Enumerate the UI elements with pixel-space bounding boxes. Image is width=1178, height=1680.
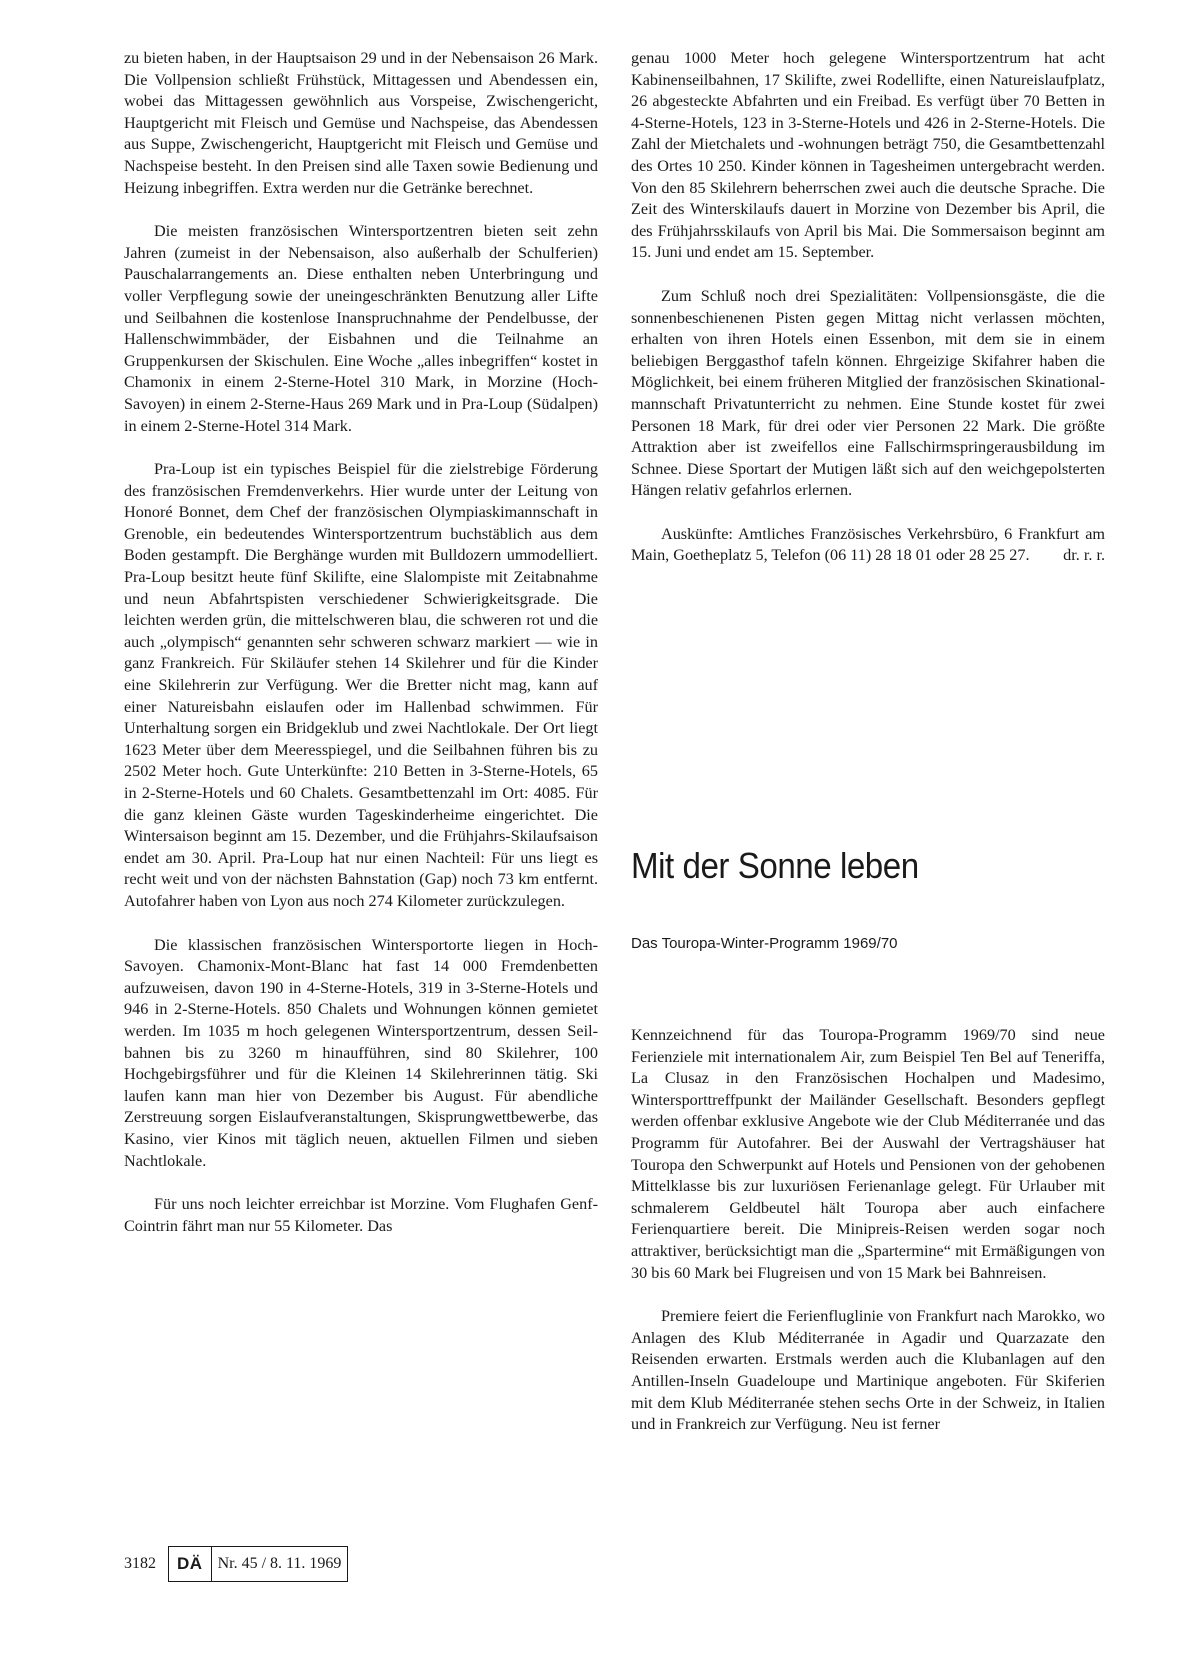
paragraph-chamonix: Die klassischen französischen Wintersportorte liegen in Hoch-Savoyen. Chamonix-Mont-Blanc hat fast 14 000 Fremdenbetten aufzuweisen, davon 190 in 4-Sterne-Hotels, 319 in 3-Sterne-Hotels und 946 in 2-Sterne-Hotels. 850 Chalets und Wohnungen können gemietet werden. Im 1035 m hoch gelegenen Wintersportzentrum, dessen Seilbahnen bis zu 3260 m hinaufführen, sind 80 Skilehrer, 100 Hochgebirgsführer und für die Kleinen 14 Skilehrerinnen tätig. Ski laufen kann man hier von Dezember bis August. Für abendliche Zerstreuung sorgen Eislaufveranstaltungen, Skisprungwettbewerbe, das Kasino, vier Kinos mit täglich neuen, aktuellen Filmen und sieben Nachtlokale. — [124, 935, 598, 1170]
paragraph-morzine-continued: genau 1000 Meter hoch gelegene Wintersportzentrum hat acht Kabinenseilbahnen, 17 Skilifte, zwei Rodellifte, einen Natureislaufplatz, 26 abgesteckte Abfahrten und ein Freibad. Es verfügt über 70 Betten in 4-Sterne-Hotels, 123 in 3-Sterne-Hotels und 426 in 2-Sterne-Hotels. Die Zahl der Mietchalets und -wohnungen beträgt 750, die Gesamtbettenzahl des Ortes 10 250. Kinder können in Tagesheimen untergebracht werden. Von den 85 Skilehrern beherrschen zwei auch die deutsche Sprache. Die Zeit des Winterskilaufs dauert in Morzine von Dezember bis April, die des Frühjahrsskilaufs von April bis Mai. Die Sommersaison beginnt am 15. Juni und endet am 15. September. — [631, 49, 1105, 262]
left-column — [124, 48, 598, 1237]
right-column — [631, 48, 1105, 567]
paragraph-half-board-prices: zu bieten haben, in der Hauptsaison 29 und in der Nebensaison 26 Mark. Die Vollpension schließt Frühstück, Mittagessen und Abendessen ein, wobei das Mittagessen gewöhnlich aus Vorspeise, Zwischengericht, Hauptgericht mit Fleisch und Gemüse und Nachspeise, das Abendessen aus Suppe, Zwischengericht, Hauptgericht mit Fleisch und Gemüse und Nachspeise besteht. In den Preisen sind alle Taxen sowie Bedienung und Heizung inbegriffen. Extra werden nur die Getränke berechnet. — [124, 49, 598, 197]
journal-logo: DÄ — [169, 1547, 212, 1581]
article-headline: Mit der Sonne leben — [631, 845, 919, 886]
paragraph-morzine-start: Für uns noch leichter erreichbar ist Morzine. Vom Flughafen Genf-Cointrin fährt man nur 55 Kilometer. Das — [124, 1195, 598, 1235]
paragraph-pra-loup: Pra-Loup ist ein typisches Beispiel für die zielstrebige Förderung des französischen Fremdenverkehrs. Hier wurde unter der Leitung von Honoré Bonnet, dem Chef der französischen Olympiaskimannschaft in Grenoble, ein bedeutendes Wintersportzentrum buchstäblich aus dem Boden gestampft. Die Berghänge wurden mit Bulldozern ummodelliert. Pra-Loup besitzt heute fünf Skilifte, eine Slalompiste mit Zeitabnahme und neun Abfahrtspisten verschiedener Schwierigkeitsgrade. Die leichten werden grün, die mittelschweren blau, die schweren rot und die auch „olympisch“ genannten sehr schweren schwarz markiert — wie in ganz Frankreich. Für Skiläufer stehen 14 Skilehrer und für die Kinder eine Skilehrerin zur Verfügung. Wer die Bretter nicht mag, kann auf einer Natureisbahn eislaufen oder im Hallenbad schwimmen. Für Unterhaltung sorgen ein Bridgeklub und zwei Nachtlokale. Der Ort liegt 1623 Meter über dem Meeresspiegel, und die Seilbahnen führen bis zu 2502 Meter hoch. Gute Unterkünfte: 210 Betten in 3-Sterne-Hotels, 65 in 2-Sterne-Hotels und 60 Chalets. Gesamtbettenzahl im Ort: 4085. Für die ganz kleinen Gäste wurden Tageskinderheime eingerichtet. Die Wintersaison beginnt am 15. Dezember, und die Frühjahrs-Skilaufsaison endet am 30. April. Pra-Loup hat nur einen Nachteil: Für uns liegt es recht weit und von der nächsten Bahnstation (Gap) noch 73 km entfernt. Autofahrer haben von Lyon aus noch 274 Kilometer zurückzulegen. — [124, 460, 598, 910]
paragraph-package-arrangements: Die meisten französischen Wintersportzentren bieten seit zehn Jahren (zumeist in der Nebensaison, also außerhalb der Schulferien) Pauschalarrangements an. Diese enthalten neben Unterbringung und voller Verpflegung sowie der uneingeschränkten Benutzung aller Lifte und Seilbahnen die kostenlose Inanspruchnahme der Pendelbusse, der Hallenschwimmbäder, der Eisbahnen und die Teilnahme an Gruppenkursen der Skischulen. Eine Woche „alles inbegriffen“ kostet in Chamonix in einem 2-Sterne-Hotel 310 Mark, in Morzine (Hoch-Savoyen) in einem 2-Sterne-Haus 269 Mark und in Pra-Loup (Südalpen) in einem 2-Sterne-Hotel 314 Mark. — [124, 222, 598, 435]
issue-info: Nr. 45 / 8. 11. 1969 — [217, 1555, 342, 1572]
article-subheadline: Das Touropa-Winter-Programm 1969/70 — [631, 935, 898, 952]
journal-badge — [168, 1546, 348, 1582]
contact-text: Auskünfte: Amtliches Französisches Verkehrsbüro, 6 Frankfurt am Main, Goetheplatz 5, Telefon (06 11) 28 18 01 oder 28 25 27. — [631, 524, 1105, 565]
paragraph-specialties: Zum Schluß noch drei Spezialitäten: Vollpensionsgäste, die die sonnenbeschienenen Pisten gegen Mittag nicht verlassen möchten, erhalten von ihren Hotels einen Essenbon, mit dem sie in einem beliebigen Berggasthof tafeln können. Ehrgeizige Skifahrer haben die Möglichkeit, bei einem früheren Mitglied der französischen Skinationalmannschaft Privatunterricht zu nehmen. Eine Stunde kostet für zwei Personen 18 Mark, für drei oder vier Personen 22 Mark. Die größte Attraktion aber ist zweifellos eine Fallschirmspringerausbildung im Schnee. Diese Sportart der Mutigen läßt sich auf den weichgepolsterten Hängen relativ gefahrlos erlernen. — [631, 286, 1105, 500]
paragraph-touropa-program: Kennzeichnend für das Touropa-Programm 1969/70 sind neue Ferienziele mit internationalem Air, zum Beispiel Ten Bel auf Teneriffa, La Clusaz in den Französischen Hochalpen und Madesimo, Wintersporttreffpunkt der Mailänder Gesellschaft. Besonders gepflegt werden offenbar exklusive Angebote wie der Club Méditerranée und das Programm für Autofahrer. Bei der Auswahl der Vertragshäuser hat Touropa den Schwerpunkt auf Hotels und Pensionen von der gehobenen Mittelklasse bis zur luxuriösen Ferienanlage gelegt. Für Urlauber mit schmalerem Geldbeutel hält Touropa aber auch einfachere Ferienquartiere bereit. Die Minipreis-Reisen werden sogar noch attraktiver, berücksichtigt man die „Spartermine“ mit Ermäßigungen von 30 bis 60 Mark bei Flugreisen und von 15 Mark bei Bahnreisen. — [631, 1026, 1105, 1282]
author-signoff: dr. r. r. — [1063, 546, 1105, 565]
page-number: 3182 — [124, 1555, 156, 1572]
paragraph-information-contact — [631, 524, 1105, 567]
paragraph-holiday-flights: Premiere feiert die Ferienfluglinie von Frankfurt nach Marokko, wo Anlagen des Klub Méditerranée in Agadir und Quarzazate den Reisenden erwarten. Erstmals werden auch die Klubanlagen auf den Antillen-Inseln Guadeloupe und Martinique angeboten. Für Skiferien mit dem Klub Méditerranée stehen sechs Orte in der Schweiz, in Italien und in Frankreich zur Verfügung. Neu ist ferner — [631, 1307, 1105, 1434]
article2-body — [631, 1025, 1105, 1458]
page-footer — [124, 1547, 348, 1581]
